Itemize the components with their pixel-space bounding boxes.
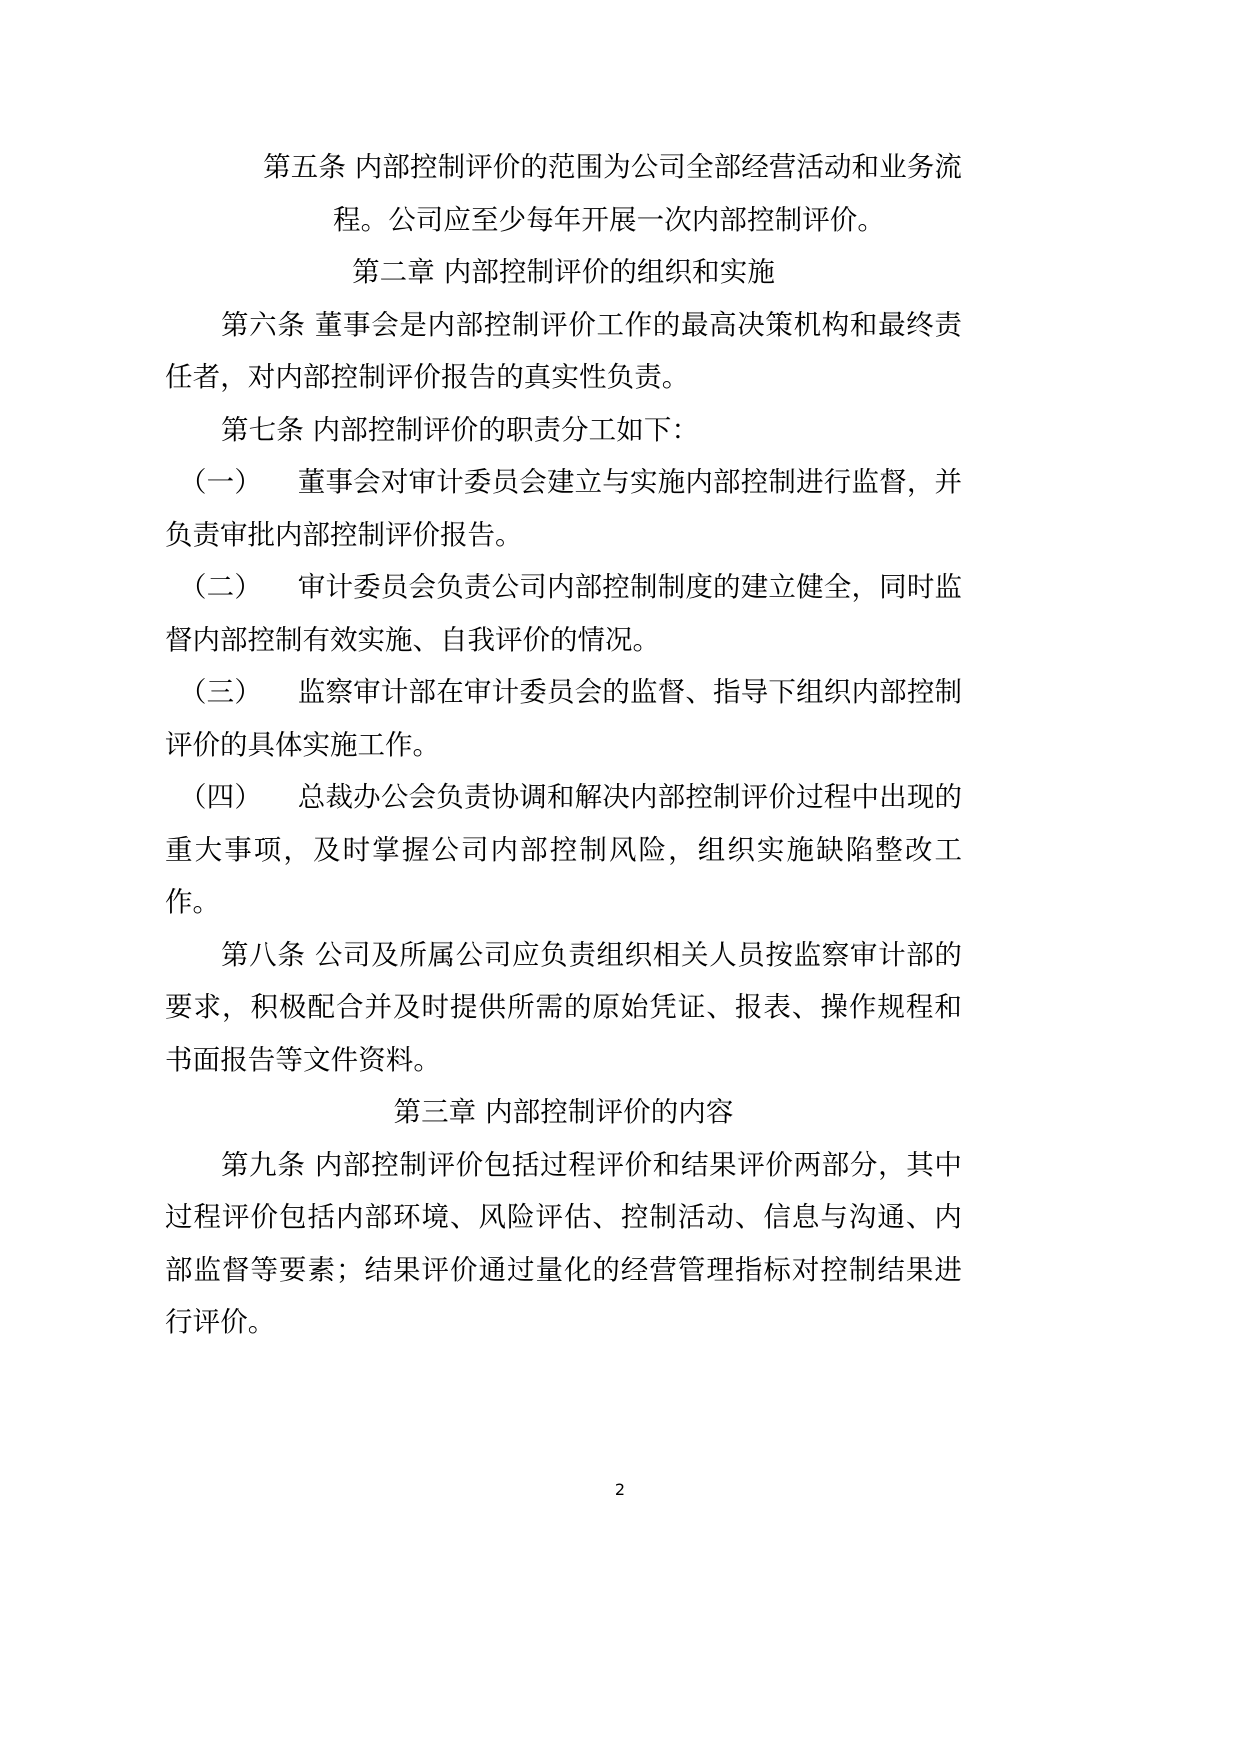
- article-7-item-1-text: 董事会对审计委员会建立与实施内部控制进行监督，并负责审批内部控制评价报告。: [165, 466, 963, 551]
- article-7-item-1-gap: [262, 466, 298, 498]
- article-7-item-4-gap: [262, 781, 298, 813]
- article-7-item-3-marker: （三）: [179, 676, 263, 708]
- article-7-item-2-marker: （二）: [179, 571, 263, 603]
- article-5-line-2: 程。公司应至少每年开展一次内部控制评价。: [333, 203, 885, 236]
- article-7-lead-paragraph: 第七条 内部控制评价的职责分工如下：: [221, 413, 700, 446]
- page-number: 2: [614, 1480, 626, 1499]
- article-7-item-2-text: 审计委员会负责公司内部控制制度的建立健全，同时监督内部控制有效实施、自我评价的情况。: [165, 571, 963, 656]
- page-content: [165, 141, 962, 1349]
- chapter-3-heading: 第三章 内部控制评价的内容: [393, 1096, 734, 1128]
- article-8-paragraph: 第八条 公司及所属公司应负责组织相关人员按监察审计部的要求，积极配合并及时提供所需的原始凭证、报表、操作规程和书面报告等文件资料。: [165, 938, 962, 1076]
- article-7-item-1-marker: （一）: [179, 466, 263, 498]
- article-7-item-2: [165, 561, 962, 666]
- article-7-item-3: [165, 666, 962, 771]
- article-9-paragraph: 第九条 内部控制评价包括过程评价和结果评价两部分，其中过程评价包括内部环境、风险评估、控制活动、信息与沟通、内部监督等要素；结果评价通过量化的经营管理指标对控制结果进行评价。: [165, 1148, 962, 1338]
- article-7-item-2-gap: [262, 571, 298, 603]
- article-5-line-1: 第五条 内部控制评价的范围为公司全部经营活动和业务流: [263, 151, 962, 183]
- article-7-item-3-gap: [262, 676, 298, 708]
- article-7-item-1: [165, 456, 962, 561]
- article-7-item-4: [165, 771, 962, 929]
- article-7-item-3-text: 监察审计部在审计委员会的监督、指导下组织内部控制评价的具体实施工作。: [165, 676, 963, 761]
- article-7-item-4-marker: （四）: [179, 781, 263, 813]
- chapter-2-heading: 第二章 内部控制评价的组织和实施: [352, 256, 775, 288]
- article-7-item-4-text: 总裁办公会负责协调和解决内部控制评价过程中出现的重大事项，及时掌握公司内部控制风险，组织实施缺陷整改工作。: [165, 781, 963, 918]
- article-6-paragraph: 第六条 董事会是内部控制评价工作的最高决策机构和最终责任者，对内部控制评价报告的真实性负责。: [165, 308, 962, 393]
